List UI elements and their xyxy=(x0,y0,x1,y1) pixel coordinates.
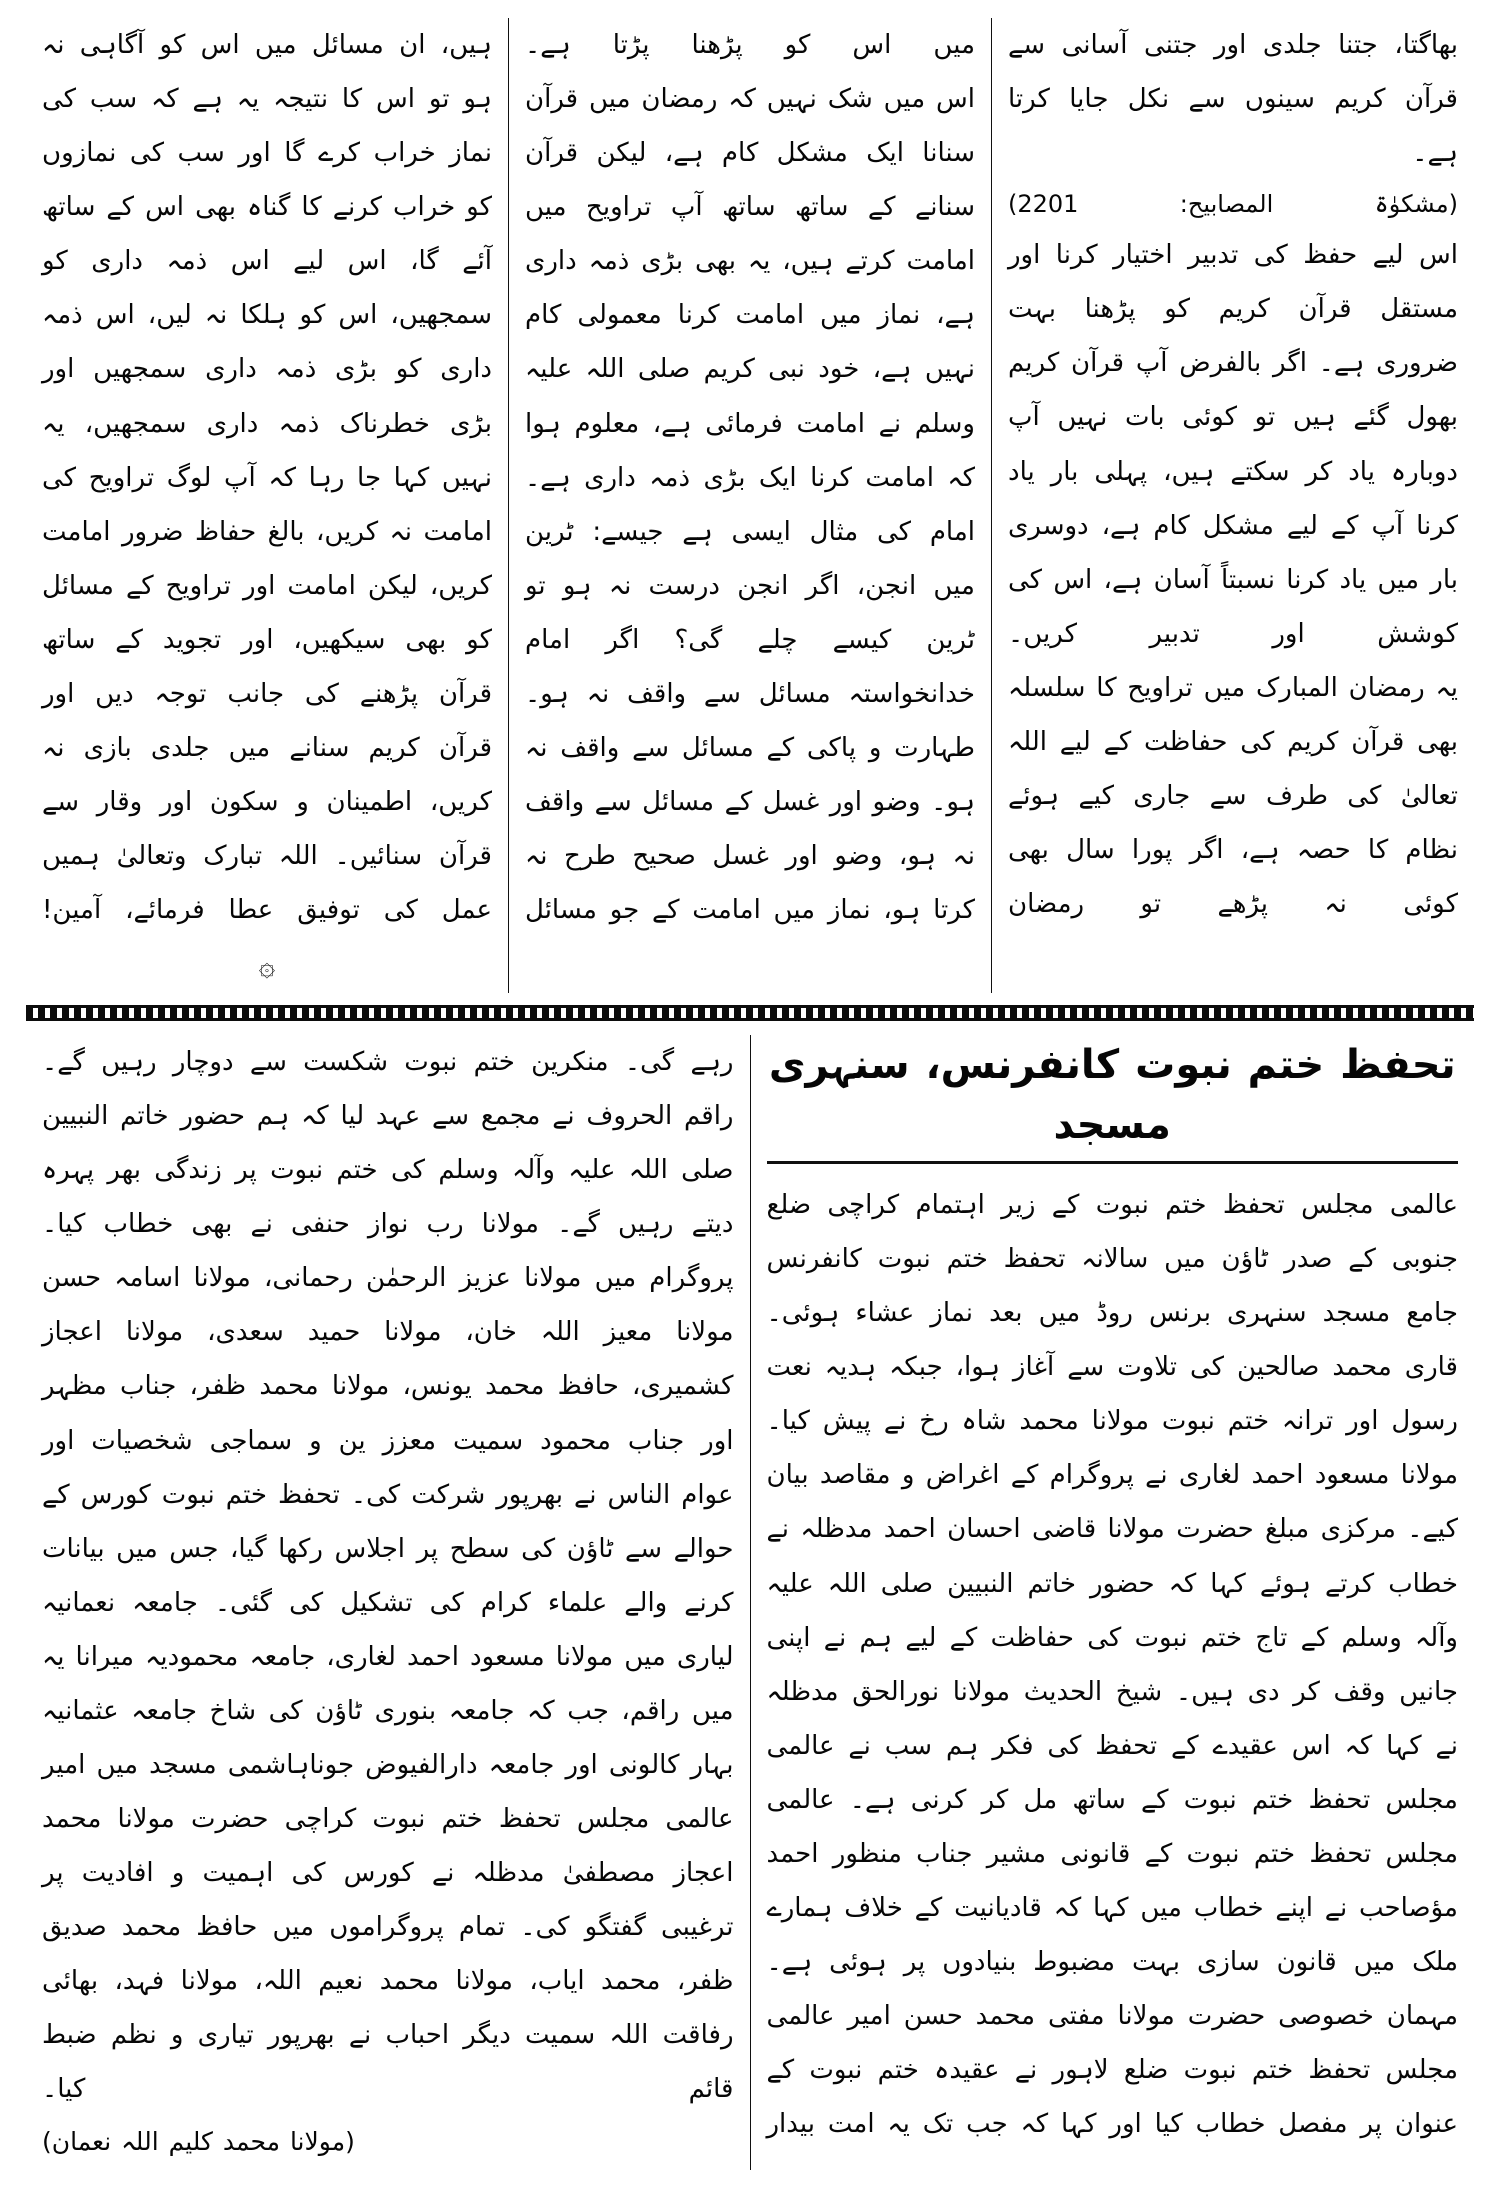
paragraph: رہے گی۔ منکرین ختم نبوت شکست سے دوچار رہیں گے۔ راقم الحروف نے مجمع سے عہد لیا کہ ہم حضور خاتم النبیین صلی اللہ علیہ وآلہ وسلم کی ختم نبوت پر زندگی بھر پہرہ دیتے رہیں گے۔ مولانا رب نواز حنفی نے بھی خطاب کیا۔ پروگرام میں مولانا عزیز الرحمٰن رحمانی، مولانا اسامہ حسن مولانا معیز اللہ خان، مولانا حمید سعدی، مولانا اعجاز کشمیری، حافظ محمد یونس، مولانا محمد ظفر، جناب مظہر اور جناب محمود سمیت معزز ین و سماجی شخصیات اور عوام الناس نے بھرپور شرکت کی۔ تحفظ ختم نبوت کورس کے حوالے سے ٹاؤن کی سطح پر اجلاس رکھا گیا، جس میں بیانات کرنے والے علماء کرام کی تشکیل کی گئی۔ جامعہ نعمانیہ لیاری میں مولانا مسعود احمد لغاری، جامعہ محمودیہ میرانا یہ میں راقم، جب کہ جامعہ بنوری ٹاؤن کی شاخ جامعہ عثمانیہ بہار کالونی اور جامعہ دارالفیوض جوناہاشمی مسجد میں امیر عالمی مجلس تحفظ ختم نبوت کراچی حضرت مولانا محمد اعجاز مصطفیٰ مدظلہ نے کورس کی اہمیت و افادیت پر ترغیبی گفتگو کی۔ تمام پروگراموں میں حافظ محمد صدیق ظفر، محمد ایاب، مولانا محمد نعیم اللہ، مولانا فہد، بھائی رفاقت اللہ سمیت دیگر احباب نے بھرپور تیاری و نظم ضبط قائم کیا۔ xyxy=(42,1047,734,2105)
bottom-column-left xyxy=(26,1035,750,2170)
top-column-left xyxy=(26,18,508,993)
paragraph: اس لیے حفظ کی تدبیر اختیار کرنا اور مستقل قرآن کریم کو پڑھنا بہت ضروری ہے۔ اگر بالفرض آپ قرآن کریم بھول گئے ہیں تو کوئی بات نہیں آپ دوبارہ یاد کر سکتے ہیں، پہلی بار یاد کرنا آپ کے لیے مشکل کام ہے، دوسری بار میں یاد کرنا نسبتاً آسان ہے، اس کی کوشش اور تدبیر کریں۔ xyxy=(1008,240,1458,649)
bottom-column-right xyxy=(751,1035,1475,2170)
paragraph: یہ رمضان المبارک میں تراویح کا سلسلہ بھی قرآن کریم کی حفاظت کے لیے اللہ تعالیٰ کی طرف سے جاری کیے ہوئے نظام کا حصہ ہے، اگر پورا سال بھی کوئی نہ پڑھے تو رمضان xyxy=(1008,672,1458,920)
column-divider xyxy=(991,18,992,993)
article-headline: تحفظ ختم نبوت کانفرنس، سنہری مسجد xyxy=(767,1035,1459,1164)
hadith-reference: (مشکوٰۃ المصابیح: 2201) xyxy=(1008,190,1458,219)
top-column-right xyxy=(992,18,1474,993)
bottom-article xyxy=(26,1035,1474,2170)
paragraph: میں اس کو پڑھنا پڑتا ہے۔ xyxy=(525,30,975,60)
paragraph: بھاگتا، جتنا جلدی اور جتنی آسانی سے قرآن کریم سینوں سے نکل جایا کرتا ہے۔ xyxy=(1008,30,1458,169)
paragraph: ہیں، ان مسائل میں اس کو آگاہی نہ ہو تو اس کا نتیجہ یہ ہے کہ سب کی نماز خراب کرے گا اور سب کی نمازوں کو خراب کرنے کا گناہ بھی اس کے ساتھ آئے گا، اس لیے اس ذمہ داری کو سمجھیں، اس کو ہلکا نہ لیں، اس ذمہ داری کو بڑی ذمہ داری سمجھیں اور بڑی خطرناک ذمہ داری سمجھیں، یہ نہیں کہا جا رہا کہ آپ لوگ تراویح کی امامت نہ کریں، بالغ حفاظ ضرور امامت کریں، لیکن امامت اور تراویح کے مسائل کو بھی سیکھیں، اور تجوید کے ساتھ قرآن پڑھنے کی جانب توجہ دیں اور قرآن کریم سنانے میں جلدی بازی نہ کریں، اطمینان و سکون اور وقار سے قرآن سنائیں۔ اللہ تبارک وتعالیٰ ہمیں عمل کی توفیق عطا فرمائے، آمین! xyxy=(42,30,492,926)
column-divider xyxy=(508,18,509,993)
paragraph: اس میں شک نہیں کہ رمضان میں قرآن سنانا ایک مشکل کام ہے، لیکن قرآن سنانے کے ساتھ ساتھ آپ تراویح میں امامت کرتے ہیں، یہ بھی بڑی ذمہ داری ہے، نماز میں امامت کرنا معمولی کام نہیں ہے، خود نبی کریم صلی اللہ علیہ وسلم نے امامت فرمائی ہے، معلوم ہوا کہ امامت کرنا ایک بڑی ذمہ داری ہے۔ امام کی مثال ایسی ہے جیسے: ٹرین میں انجن، اگر انجن درست نہ ہو تو ٹرین کیسے چلے گی؟ اگر امام خدانخواستہ مسائل سے واقف نہ ہو۔ طہارت و پاکی کے مسائل سے واقف نہ ہو۔ وضو اور غسل کے مسائل سے واقف نہ ہو، وضو اور غسل صحیح طرح نہ کرتا ہو، نماز میں امامت کے جو مسائل xyxy=(525,84,975,926)
top-column-middle xyxy=(509,18,991,993)
section-divider xyxy=(26,1005,1474,1021)
paragraph: عالمی مجلس تحفظ ختم نبوت کے زیر اہتمام کراچی ضلع جنوبی کے صدر ٹاؤن میں سالانہ تحفظ ختم نبوت کانفرنس جامع مسجد سنہری برنس روڈ میں بعد نماز عشاء ہوئی۔ قاری محمد صالحین کی تلاوت سے آغاز ہوا، جبکہ ہدیہ نعت رسول اور ترانہ ختم نبوت مولانا محمد شاہ رخ نے پیش کیا۔ مولانا مسعود احمد لغاری نے پروگرام کے اغراض و مقاصد بیان کیے۔ مرکزی مبلغ حضرت مولانا قاضی احسان احمد مدظلہ نے خطاب کرتے ہوئے کہا کہ حضور خاتم النبیین صلی اللہ علیہ وآلہ وسلم کے تاج ختم نبوت کی حفاظت کے لیے ہم نے اپنی جانیں وقف کر دی ہیں۔ شیخ الحدیث مولانا نورالحق مدظلہ نے کہا کہ اس عقیدے کے تحفظ کی فکر ہم سب نے عالمی مجلس تحفظ ختم نبوت کے ساتھ مل کر کرنی ہے۔ عالمی مجلس تحفظ ختم نبوت کے قانونی مشیر جناب منظور احمد مؤصاحب نے اپنے خطاب میں کہا کہ قادیانیت کے خلاف ہمارے ملک میں قانون سازی بہت مضبوط بنیادوں پر ہوئی ہے۔ مہمان خصوصی حضرت مولانا مفتی محمد حسن امیر عالمی مجلس تحفظ ختم نبوت ضلع لاہور نے عقیدہ ختم نبوت کے عنوان پر مفصل خطاب کیا اور کہا کہ جب تک یہ امت بیدار xyxy=(766,1190,1458,2140)
column-divider xyxy=(750,1035,751,2170)
article-byline: (مولانا محمد کلیم اللہ نعمان) xyxy=(42,2126,355,2156)
top-article xyxy=(26,18,1474,993)
ornament-icon: ۞ xyxy=(258,949,276,983)
